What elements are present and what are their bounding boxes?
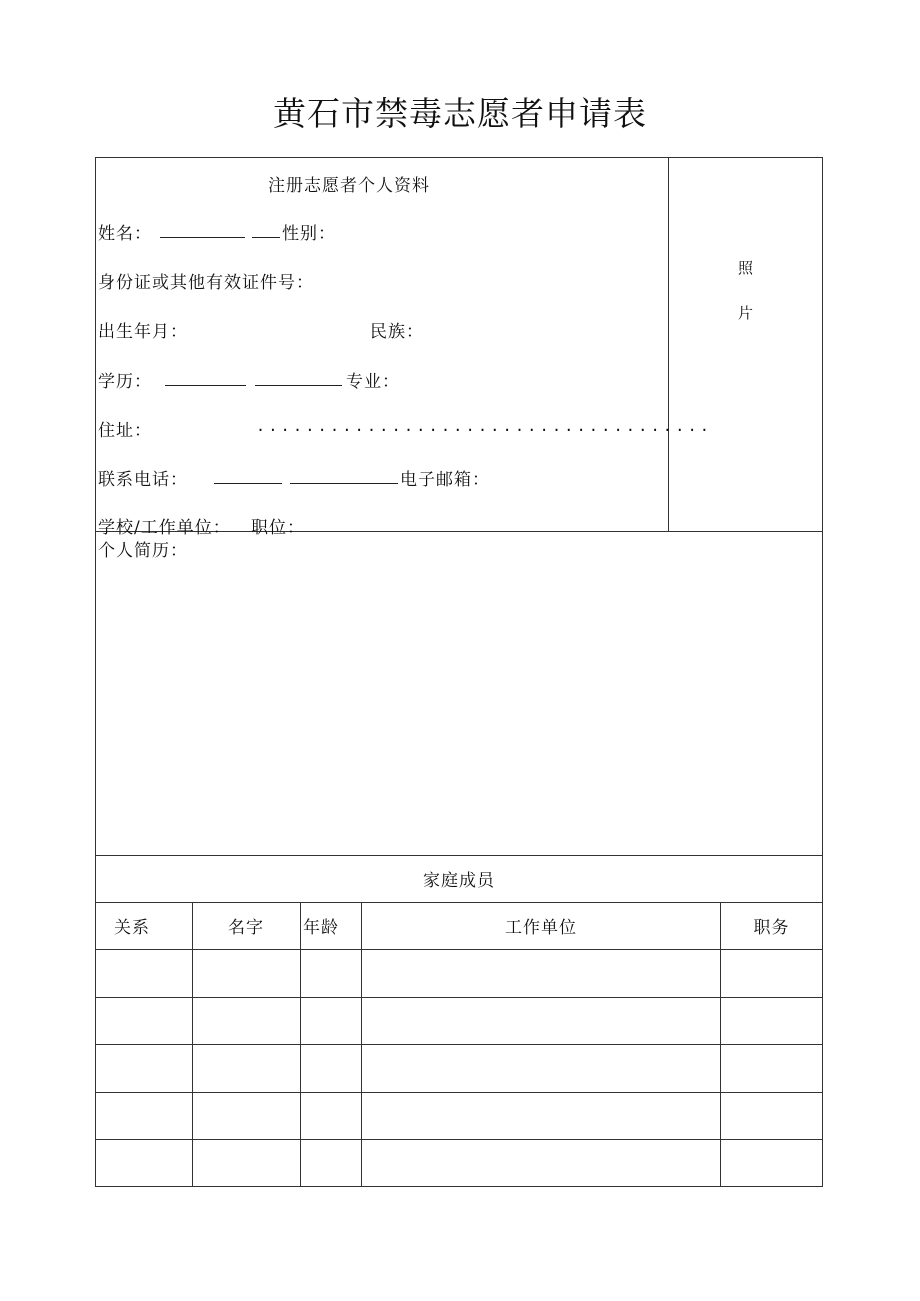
gender-label: 性别：: [282, 224, 336, 244]
phone-field-extra[interactable]: [290, 483, 398, 484]
name-label: 姓名：: [98, 224, 152, 244]
resume-label: 个人简历：: [98, 541, 188, 561]
family-col-relation: 关系: [114, 918, 150, 938]
family-heading: 家庭成员: [423, 871, 495, 891]
family-col-age: 年龄: [303, 918, 339, 938]
phone-label: 联系电话：: [98, 470, 188, 490]
email-label: 电子邮箱：: [400, 470, 490, 490]
resume-area[interactable]: [96, 558, 822, 855]
family-top-line: [96, 855, 822, 856]
position-label: 职位：: [251, 518, 305, 538]
education-field-extra[interactable]: [255, 385, 342, 386]
photo-box[interactable]: [669, 158, 822, 531]
id-label: 身份证或其他有效证件号：: [98, 273, 314, 293]
education-label: 学历：: [98, 372, 152, 392]
personal-heading: 注册志愿者个人资料: [268, 176, 430, 196]
address-dots[interactable]: .....................................: [256, 417, 713, 435]
family-col-name: 名字: [228, 918, 264, 938]
table-row[interactable]: [96, 1140, 822, 1187]
school-label: 学校/工作单位：: [98, 518, 231, 538]
table-row[interactable]: [96, 1045, 822, 1092]
table-row[interactable]: [96, 998, 822, 1044]
form-title: 黄石市禁毒志愿者申请表: [273, 94, 647, 133]
family-heading-line: [96, 902, 822, 903]
photo-label-1: 照: [738, 259, 755, 277]
education-field[interactable]: [165, 385, 246, 386]
family-col-title: 职务: [753, 918, 790, 938]
major-label: 专业：: [346, 372, 400, 392]
name-field[interactable]: [160, 237, 245, 238]
name-field-extra[interactable]: [252, 237, 280, 238]
family-col-workplace: 工作单位: [505, 918, 577, 938]
phone-field[interactable]: [214, 483, 282, 484]
ethnicity-label: 民族：: [370, 322, 424, 342]
table-row[interactable]: [96, 1093, 822, 1139]
birth-label: 出生年月：: [98, 322, 188, 342]
photo-label-2: 片: [738, 304, 755, 322]
address-label: 住址：: [98, 421, 152, 441]
application-form: [95, 157, 823, 1187]
table-row[interactable]: [96, 950, 822, 997]
